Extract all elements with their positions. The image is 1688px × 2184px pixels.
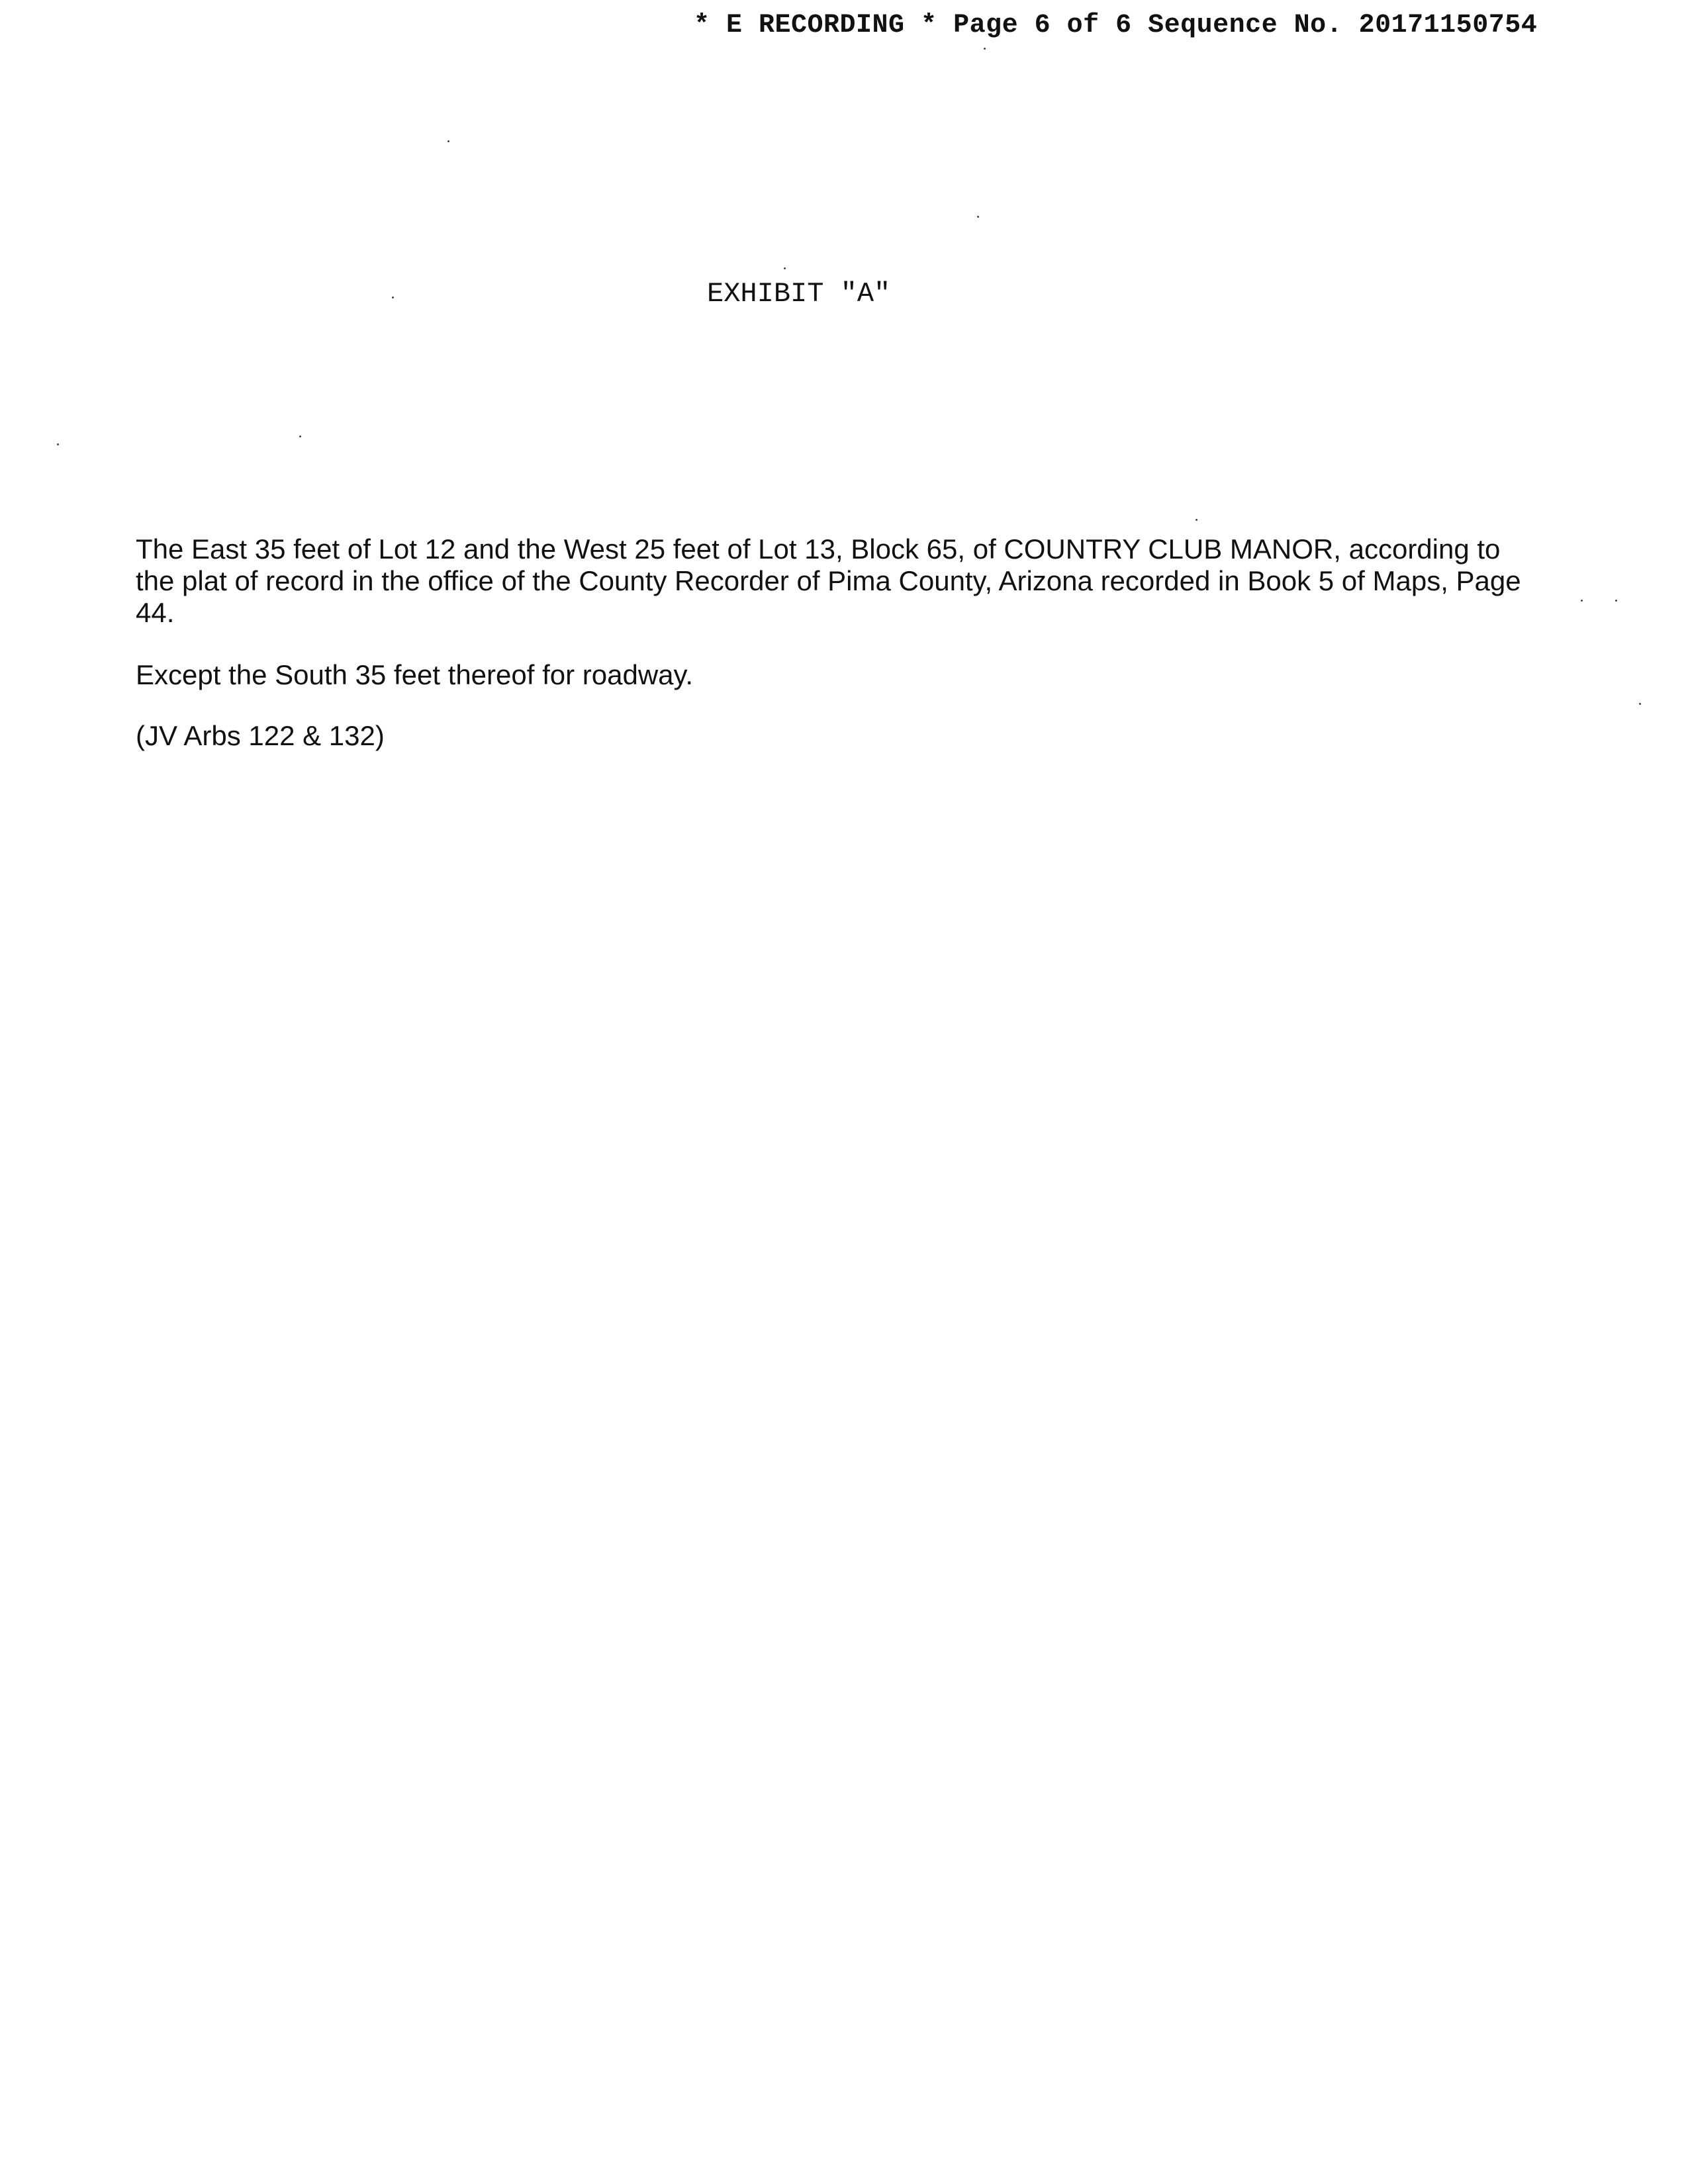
scan-speck — [57, 443, 59, 445]
exhibit-title: EXHIBIT "A" — [707, 278, 891, 310]
scan-speck — [1639, 703, 1641, 705]
scan-speck — [984, 48, 986, 50]
scan-speck — [1196, 519, 1197, 521]
reference-paragraph: (JV Arbs 122 & 132) — [136, 720, 385, 751]
scan-speck — [1615, 600, 1617, 602]
scan-speck — [1581, 600, 1583, 602]
scan-speck — [447, 140, 449, 142]
recording-header: * E RECORDING * Page 6 of 6 Sequence No. 20171150754 — [694, 11, 1538, 40]
scan-speck — [299, 435, 301, 437]
legal-description-paragraph: The East 35 feet of Lot 12 and the West 25 feet of Lot 13, Block 65, of COUNTRY CLUB MANOR, according to the plat of record in the office of the County Recorder of Pima County, Arizona recorded in Book 5 of Maps, Page 44. — [136, 533, 1521, 628]
scan-speck — [977, 216, 979, 218]
exception-paragraph: Except the South 35 feet thereof for roadway. — [136, 659, 694, 690]
scan-speck — [784, 267, 786, 269]
scan-speck — [392, 296, 394, 298]
legal-description — [136, 533, 1539, 752]
